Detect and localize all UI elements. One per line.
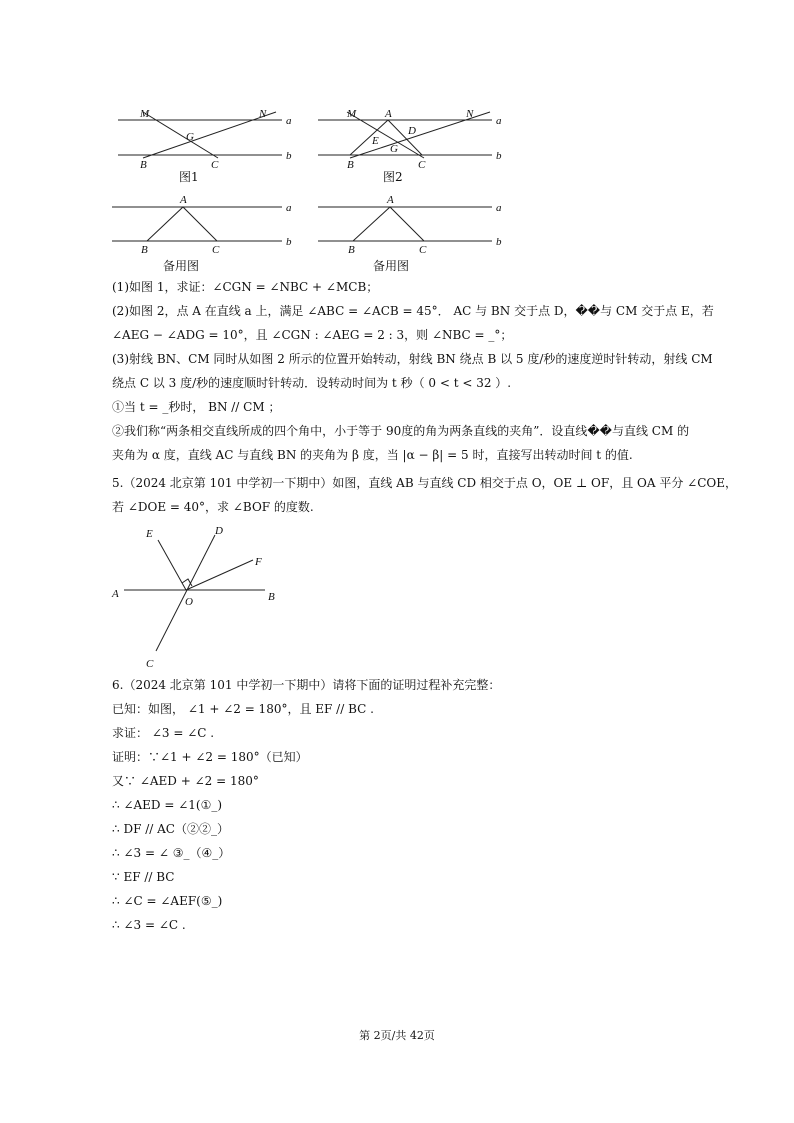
label-A: A	[385, 108, 392, 120]
label-E: E	[372, 135, 379, 147]
figure-2	[318, 108, 502, 171]
problem-4-part-3-sub-2-line-2: 夹角为 α 度，直线 AC 与直线 BN 的夹角为 β 度，当 |α − β| = 5 时，直接写出转动时间 t 的值.	[112, 448, 633, 462]
proof-line-7: ∴ ∠C = ∠AEF(⑤_)	[112, 894, 223, 908]
problem-5-line-1: 5.（2024 北京第 101 中学初一下期中）如图，直线 AB 与直线 CD 相交于点 O，OE ⊥ OF，且 OA 平分 ∠COE，	[112, 476, 737, 490]
segment-NB	[143, 112, 276, 158]
proof-line-8: ∴ ∠3 = ∠C .	[112, 918, 186, 932]
label-G: G	[186, 131, 194, 143]
caption-spare-2: 备用图	[373, 259, 410, 273]
problem-6-prove: 求证： ∠3 = ∠C .	[112, 726, 215, 740]
label-M: M	[347, 108, 357, 120]
label-C: C	[212, 244, 220, 256]
proof-line-1: 证明：∵∠1 + ∠2 = 180°（已知）	[112, 750, 308, 764]
spare-figure-1	[112, 194, 292, 256]
problem-4-part-3-sub-2-line-1: ②我们称“两条相交直线所成的四个角中，小于等于 90度的角为两条直线的夹角”．设直线��与直线 CM 的	[112, 424, 690, 438]
triangle-BAC	[147, 207, 217, 241]
label-M: M	[140, 108, 150, 120]
problem-4-part-3-sub-1: ①当 t = _秒时， BN // CM ；	[112, 400, 281, 414]
label-a: a	[286, 115, 292, 127]
label-A: A	[180, 194, 187, 206]
label-B: B	[141, 244, 148, 256]
label-A: A	[387, 194, 394, 206]
proof-line-2: 又∵ ∠AED + ∠2 = 180°	[112, 774, 259, 788]
caption-figure-2: 图2	[383, 170, 403, 184]
proof-line-5: ∴ ∠3 = ∠ ③_（④_）	[112, 846, 231, 860]
ray-OE	[158, 540, 186, 590]
label-D: D	[215, 525, 223, 537]
label-C: C	[211, 159, 219, 171]
label-C: C	[146, 658, 154, 670]
label-C: C	[419, 244, 427, 256]
problem-4-part-3-line-2: 绕点 C 以 3 度/秒的速度顺时针转动．设转动时间为 t 秒（ 0 < t < 32 ）.	[112, 376, 512, 390]
figure-problem-5	[111, 525, 275, 670]
problem-4-part-2-line-1: (2)如图 2，点 A 在直线 a 上，满足 ∠ABC = ∠ACB = 45°． AC 与 BN 交于点 D，��与 CM 交于点 E，若	[112, 304, 714, 318]
page-footer: 第 2页/共 42页	[359, 1029, 435, 1042]
label-B: B	[268, 591, 275, 603]
caption-figure-1: 图1	[179, 170, 199, 184]
spare-figure-2	[318, 194, 502, 256]
ray-OF	[186, 560, 253, 590]
label-a: a	[496, 115, 502, 127]
problem-4-part-3-line-1: (3)射线 BN、CM 同时从如图 2 所示的位置开始转动，射线 BN 绕点 B 以 5 度/秒的速度逆时针转动，射线 CM	[112, 352, 713, 366]
label-A: A	[112, 588, 119, 600]
proof-line-3: ∴ ∠AED = ∠1(①_)	[112, 798, 223, 812]
label-B: B	[140, 159, 147, 171]
label-B: B	[348, 244, 355, 256]
problem-6-title: 6.（2024 北京第 101 中学初一下期中）请将下面的证明过程补充完整：	[112, 678, 501, 692]
caption-spare-1: 备用图	[163, 259, 200, 273]
segment-MC	[143, 112, 218, 158]
triangle-BAC	[353, 207, 424, 241]
label-a: a	[286, 202, 292, 214]
label-D: D	[408, 125, 416, 137]
label-F: F	[255, 556, 262, 568]
label-E: E	[146, 528, 153, 540]
label-b: b	[286, 236, 292, 248]
problem-4-part-1: (1)如图 1，求证：∠CGN = ∠NBC + ∠MCB；	[112, 280, 379, 294]
label-N: N	[259, 108, 267, 120]
label-a: a	[496, 202, 502, 214]
proof-line-4: ∴ DF // AC（②②_）	[112, 822, 229, 836]
label-B: B	[347, 159, 354, 171]
problem-4-part-2-line-2: ∠AEG − ∠ADG = 10°，且 ∠CGN : ∠AEG = 2 : 3，则 ∠NBC = _°；	[112, 328, 513, 342]
proof-line-6: ∵ EF // BC	[112, 870, 175, 884]
label-b: b	[496, 150, 502, 162]
label-C: C	[418, 159, 426, 171]
label-b: b	[286, 150, 292, 162]
label-N: N	[466, 108, 474, 120]
problem-5-line-2: 若 ∠DOE = 40°，求 ∠BOF 的度数.	[112, 500, 314, 514]
figure-1	[118, 108, 292, 171]
label-O: O	[185, 596, 193, 608]
problem-6-given: 已知：如图， ∠1 + ∠2 = 180°，且 EF // BC .	[112, 702, 374, 716]
label-G: G	[390, 143, 398, 155]
label-b: b	[496, 236, 502, 248]
